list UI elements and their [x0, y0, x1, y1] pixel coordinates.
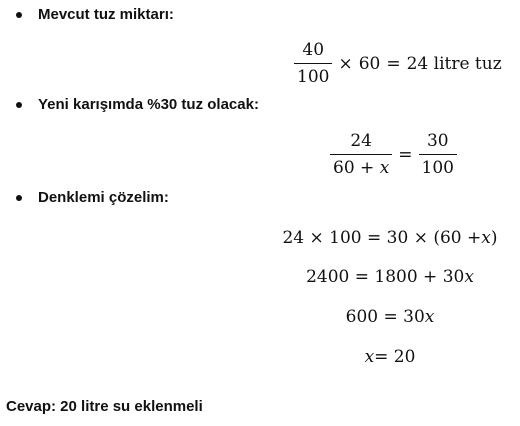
bullet-text: Yeni karışımda %30 tuz olacak:	[38, 96, 259, 113]
fraction-24-over-60-plus-x: $\frac{24}{60 + x}$	[330, 131, 392, 178]
fraction-40-100: $\frac{40}{100}$	[294, 40, 332, 87]
fraction-30-100: $\frac{30}{100}$	[419, 131, 457, 178]
equation-step-2: 2400 = 1800 + 30 x	[306, 267, 474, 287]
bullet-text: Denklemi çözelim:	[38, 189, 169, 206]
equation-step-3: 600 = 30 x	[345, 307, 435, 327]
answer-text: Cevap: 20 litre su eklenmeli	[6, 398, 203, 415]
equation-step-4: x = 20	[364, 347, 416, 367]
bullet-dot	[16, 102, 22, 108]
bullet-text: Mevcut tuz miktarı:	[38, 6, 174, 23]
equation-current-salt: $\frac{40}{100}$ × 60 = 24 litre tuz	[294, 40, 502, 87]
bullet-dot	[16, 12, 22, 18]
equation-step-1: 24 × 100 = 30 × (60 + x )	[282, 228, 498, 248]
bullet-dot	[16, 195, 22, 201]
equation-proportion: $\frac{24}{60 + x}$ = $\frac{30}{100}$	[330, 131, 457, 178]
